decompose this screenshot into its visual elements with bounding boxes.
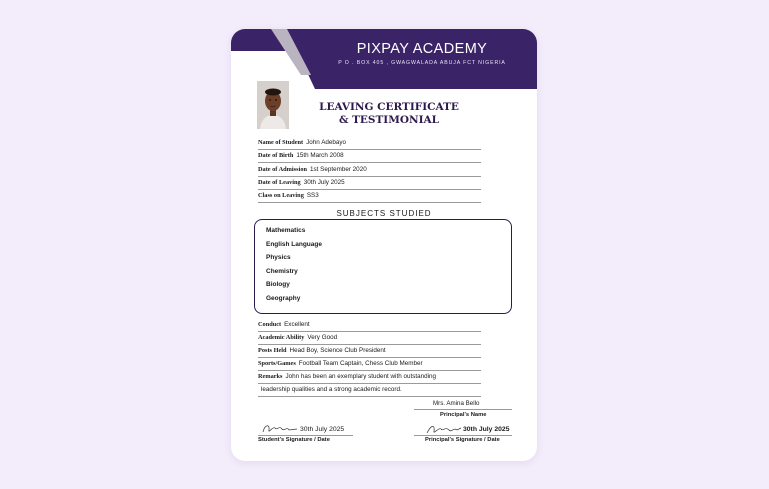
- field-value: 30th July 2025: [303, 179, 345, 186]
- field-value: Head Boy, Science Club President: [289, 347, 386, 354]
- student-portrait-image: [257, 81, 289, 129]
- student-signature-date: 30th July 2025: [300, 426, 345, 433]
- field-value: John Adebayo: [306, 139, 347, 146]
- student-signature-scribble: [261, 422, 299, 436]
- certificate-title: [295, 101, 483, 127]
- field-underline: [258, 331, 481, 332]
- principal-signature-line: [414, 435, 512, 436]
- field-underline: [258, 162, 481, 163]
- field-value: Excellent: [284, 321, 310, 328]
- subject-item: Geography: [266, 295, 301, 302]
- academy-address: P O . BOX 405 , GWAGWALADA ABUJA FCT NIGERIA: [338, 60, 506, 66]
- field-label: Date of Leaving: [258, 179, 301, 186]
- field-label: Remarks: [258, 373, 283, 380]
- subjects-box: [254, 219, 512, 314]
- student-signature-caption: Student's Signature / Date: [258, 437, 330, 443]
- field-sports-games: [258, 360, 423, 370]
- field-student-name: [258, 139, 346, 149]
- field-value: John has been an exemplary student with outstanding: [285, 373, 437, 380]
- field-underline: [258, 370, 481, 371]
- field-class-on-leaving: [258, 192, 319, 202]
- subject-item: Biology: [266, 281, 290, 288]
- field-value: Very Good: [307, 334, 338, 341]
- field-date-of-admission: [258, 166, 367, 176]
- certificate-title-line1: LEAVING CERTIFICATE: [319, 101, 459, 113]
- field-value: 15th March 2008: [296, 152, 344, 159]
- field-conduct: [258, 321, 310, 331]
- field-date-of-leaving: [258, 179, 345, 189]
- field-underline: [258, 202, 481, 203]
- principal-name-caption: Principal's Name: [440, 412, 487, 418]
- field-label: Date of Birth: [258, 152, 294, 159]
- field-label: Sports/Games: [258, 360, 296, 367]
- field-underline: [258, 383, 481, 384]
- certificate-card: [231, 29, 537, 461]
- principal-name-underline: [414, 409, 512, 410]
- principal-signature-caption: Principal's Signature / Date: [425, 437, 500, 443]
- header-banner: [231, 29, 537, 89]
- field-underline: [258, 396, 481, 397]
- principal-signature-scribble: [425, 422, 463, 436]
- banner-graphic: [231, 29, 537, 89]
- field-label: Posts Held: [258, 347, 287, 354]
- field-value: leadership qualities and a strong academic record.: [261, 386, 402, 393]
- field-label: Name of Student: [258, 139, 304, 146]
- field-underline: [258, 189, 481, 190]
- field-label: Conduct: [258, 321, 282, 328]
- field-date-of-birth: [258, 152, 344, 162]
- field-academic-ability: [258, 334, 337, 344]
- student-signature-line: [258, 435, 353, 436]
- field-value: 1st September 2020: [309, 166, 367, 173]
- principal-signature-date: 30th July 2025: [463, 426, 510, 433]
- field-underline: [258, 357, 481, 358]
- principal-name: Mrs. Amina Bello: [433, 400, 480, 407]
- field-value: Football Team Captain, Chess Club Member: [298, 360, 423, 367]
- subject-item: Mathematics: [266, 227, 306, 234]
- subject-item: English Language: [266, 241, 322, 248]
- field-label: Academic Ability: [258, 334, 305, 341]
- subject-item: Chemistry: [266, 268, 298, 275]
- field-value: SS3: [306, 192, 319, 199]
- field-underline: [258, 344, 481, 345]
- certificate-title-line2: & TESTIMONIAL: [338, 114, 440, 126]
- academy-name: PIXPAY ACADEMY: [356, 41, 488, 57]
- field-label: Date of Admission: [258, 166, 307, 173]
- field-posts-held: [258, 347, 386, 357]
- subjects-heading: SUBJECTS STUDIED: [336, 209, 432, 218]
- field-remarks: [258, 373, 436, 383]
- field-underline: [258, 176, 481, 177]
- field-underline: [258, 149, 481, 150]
- student-photo: [257, 81, 289, 129]
- field-remarks-continued: [261, 386, 402, 396]
- field-label: Class on Leaving: [258, 192, 304, 199]
- subject-item: Physics: [266, 254, 291, 261]
